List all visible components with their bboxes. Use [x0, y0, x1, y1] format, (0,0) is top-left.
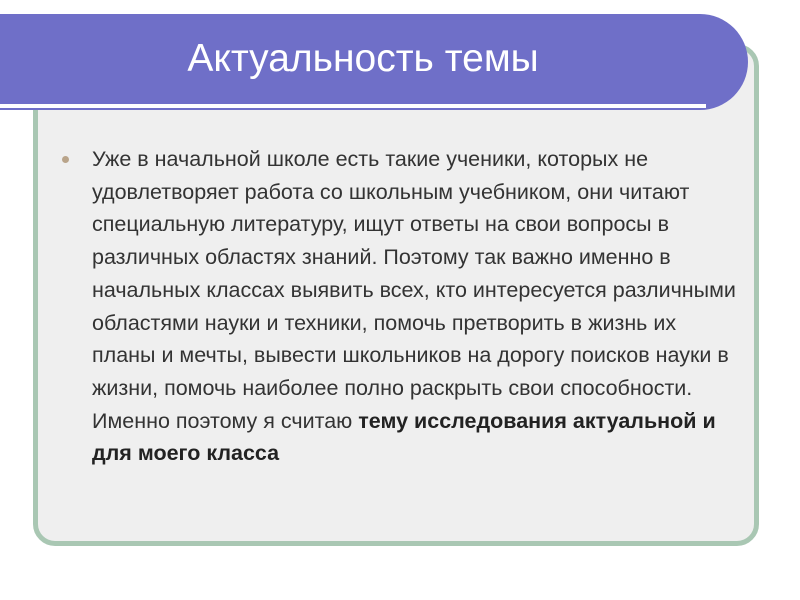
- bullet-emphasis-text: тему исследования актуальной и для моего класса: [92, 408, 716, 466]
- bullet-icon: [62, 156, 69, 163]
- slide-title: Актуальность темы: [187, 37, 539, 80]
- bullet-item: [62, 143, 742, 470]
- bullet-list: [62, 143, 742, 470]
- bullet-text: Уже в начальной школе есть такие ученики, которых не удовлетворяет работа со школьным учебником, они читают специальную литературу, ищут ответы на свои вопросы в различных областях знаний. Поэтому так важно именно в начальных классах выявить всех, кто интересуется различными областями науки и техники, помочь претворить в жизнь их планы и мечты, вывести школьников на дорогу поисков науки в жизни, помочь наиболее полно раскрыть свои способности. Именно поэтому я считаю: [92, 147, 736, 433]
- title-underline: [0, 104, 706, 108]
